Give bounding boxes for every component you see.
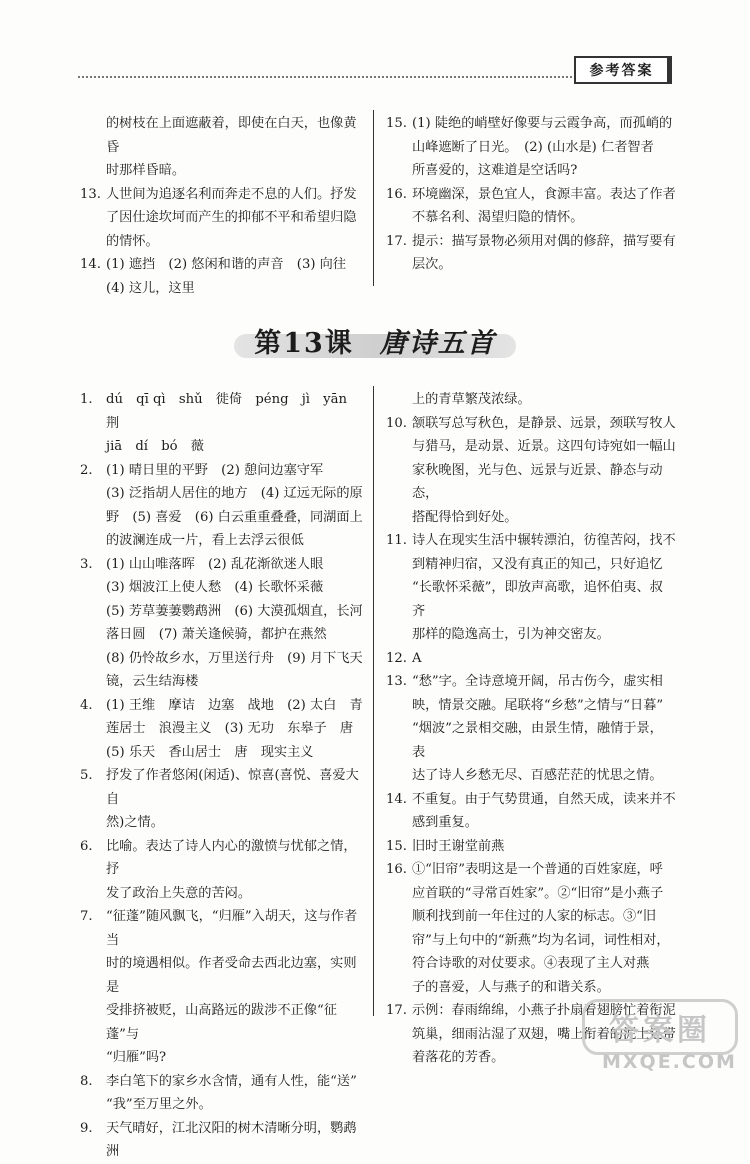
lesson-name: 唐诗五首	[379, 327, 496, 359]
site-watermark	[582, 999, 744, 1077]
answer-number: 15.	[386, 838, 407, 854]
answer-item	[80, 835, 368, 906]
answer-text: ①“旧帘”表明这是一个普通的百姓家庭，呼 应首联的“寻常百姓家”。②“旧帘”是小燕子 顺利找到前一年住过的人家的标志。③“旧 帘”与上句中的“新燕”均为名词，词性相对， 符合诗歌的对仗要求。④表现了主人对燕 子的喜爱，人与燕子的和谐关系。	[412, 862, 670, 995]
answer-number: 8.	[80, 1073, 93, 1089]
answer-item	[386, 670, 676, 788]
answer-number: 14.	[80, 257, 101, 272]
answer-text: 抒发了作者悠闲(闲适)、惊喜(喜悦、喜爱大自 然)之情。	[106, 768, 359, 830]
answer-text: 环境幽深，景色宜人，食源丰富。表达了作者 不慕名利、渴望归隐的情怀。	[412, 186, 676, 225]
column-divider-bottom	[373, 386, 374, 1016]
answer-number: 15.	[386, 116, 407, 131]
header-dotted-rule	[78, 76, 572, 78]
answer-text: 比喻。表达了诗人内心的激愤与忧郁之情，抒 发了政治上失意的苦闷。	[106, 838, 357, 901]
answer-item	[80, 253, 368, 300]
answer-item	[80, 459, 368, 553]
answer-text: 人世间为追逐名利而奔走不息的人们。抒发 了因仕途坎坷而产生的抑郁不平和希望归隐 的情怀。	[106, 186, 357, 249]
answer-text: 李白笔下的家乡水含情，通有人性，能“送” “我”至万里之外。	[106, 1073, 357, 1112]
answer-item	[80, 905, 368, 1070]
answer-item	[386, 529, 676, 647]
answer-text: 诗人在现实生活中辗转漂泊，彷徨苦闷，找不 到精神归宿，又没有真正的知己，只好追忆 “长歌怀采薇”，即放声高歌，追怀伯夷、叔齐 那样的隐逸高士，引为神交密友。	[412, 533, 676, 642]
answer-text: (1) 陡绝的峭壁好像要与云霞争高，而孤峭的 山峰遮断了日光。 (2) (山水是) 仁者智者 所喜爱的，这难道是空话吗?	[412, 116, 673, 178]
answer-text: 天气晴好，江北汉阳的树木清晰分明，鹦鹉洲	[106, 1120, 357, 1159]
answer-number: 11.	[386, 533, 407, 548]
answer-text: 上的青草繁茂浓绿。	[412, 392, 531, 407]
answer-number: 6.	[80, 838, 93, 854]
answer-item	[80, 112, 368, 183]
answer-item	[386, 835, 676, 859]
answer-item	[80, 1070, 368, 1117]
answer-number: 14.	[386, 791, 407, 807]
answer-item	[80, 694, 368, 765]
answer-item	[386, 183, 676, 230]
answer-item	[80, 764, 368, 835]
top-left-column	[80, 112, 368, 300]
header-label: 参考答案	[574, 56, 672, 84]
answer-item	[386, 412, 676, 530]
lesson-number: 第13课	[254, 327, 354, 359]
answer-number: 4.	[80, 697, 93, 713]
answer-text: dú qī qì shǔ 徙倚 péng jì yān 荆 jiā dí bó 薇	[106, 392, 347, 454]
answer-number: 3.	[80, 556, 93, 572]
answer-item	[80, 183, 368, 254]
column-divider-top	[373, 110, 374, 286]
answer-text: 的树枝在上面遮蔽着，即使在白天，也像黄昏 时那样昏暗。	[106, 116, 357, 178]
bottom-right-column	[386, 388, 676, 1070]
answer-number: 2.	[80, 462, 93, 478]
answer-item	[386, 388, 676, 412]
answer-number: 12.	[386, 650, 407, 666]
answer-item	[386, 230, 676, 277]
answer-item	[80, 1117, 368, 1164]
answer-number: 16.	[386, 186, 407, 202]
answer-text: (1) 遮挡 (2) 悠闲和谐的声音 (3) 向往 (4) 这儿，这里	[106, 257, 347, 296]
answer-text: (1) 山山唯落晖 (2) 乱花渐欲迷人眼 (3) 烟波江上使人愁 (4) 长歌怀采薇 (5) 芳草萋萋鹦鹉洲 (6) 大漠孤烟直，长河 落日圆 (7) 萧关逢候骑，都护在燕然 (8) 仍怜故乡水，万里送行舟 (9) 月下飞天 镜，云生结海楼	[106, 556, 363, 689]
bottom-left-column	[80, 388, 368, 1164]
answer-number: 17.	[386, 1003, 407, 1018]
answer-text: 颔联写总写秋色，是静景、远景，颈联写牧人 与猎马，是动景、近景。这四句诗宛如一幅山 家秋晚图，光与色、远景与近景、静态与动态， 搭配得恰到好处。	[412, 415, 676, 525]
answer-text: “征蓬”随风飘飞，“归雁”入胡天，这与作者当 时的境遇相似。作者受命去西北边塞，实则是 受排挤被贬，山高路远的跋涉不正像“征蓬”与 “归雁”吗?	[106, 909, 358, 1065]
answer-text: A	[412, 650, 422, 666]
top-right-column	[386, 112, 676, 277]
answer-text: 提示：描写景物必须用对偶的修辞，描写要有 层次。	[412, 233, 676, 272]
answer-item	[80, 553, 368, 694]
answer-item	[386, 647, 676, 671]
answer-text: (1) 王维 摩诘 边塞 战地 (2) 太白 青 莲居士 浪漫主义 (3) 无功 东皋子 唐 (5) 乐天 香山居士 唐 现实主义	[106, 697, 363, 760]
answer-number: 13.	[386, 674, 407, 689]
answer-text: 旧时王谢堂前燕	[412, 838, 505, 854]
answer-number: 17.	[386, 233, 407, 249]
watermark-badge: 答案圈	[582, 999, 738, 1055]
answer-number: 13.	[80, 186, 101, 202]
answer-text: 示例：春雨绵绵，小燕子扑扇着翅膀忙着衔泥 筑巢，细雨沾湿了双翅，嘴上衔着的泥土还带 着落花的芳香。	[412, 1003, 676, 1065]
lesson-heading	[220, 312, 530, 368]
answer-text: 不重复。由于气势贯通，自然天成，读来并不 感到重复。	[412, 791, 676, 830]
answer-number: 5.	[80, 768, 93, 783]
answer-number: 10.	[386, 415, 407, 431]
answer-number: 1.	[80, 392, 93, 407]
answer-item	[80, 388, 368, 459]
watermark-url: MXQE.COM	[602, 1051, 737, 1073]
answer-text: (1) 晴日里的平野 (2) 憩问边塞守军 (3) 泛指胡人居住的地方 (4) 辽远无际的原 野 (5) 喜爱 (6) 白云重重叠叠，同湖面上 的波澜连成一片，看上去浮云很低	[106, 462, 363, 548]
answer-item	[386, 858, 676, 999]
answer-item	[386, 788, 676, 835]
answer-number: 16.	[386, 862, 407, 877]
answer-number: 9.	[80, 1120, 93, 1136]
answer-number: 7.	[80, 909, 93, 924]
answer-item	[386, 112, 676, 183]
answer-text: “愁”字。全诗意境开阔，吊古伤今，虚实相 映，情景交融。尾联将“乡愁”之情与“日暮” “烟波”之景相交融，由景生情，融情于景，表 达了诗人乡愁无尽、百感茫茫的忧思之情。	[412, 674, 664, 783]
